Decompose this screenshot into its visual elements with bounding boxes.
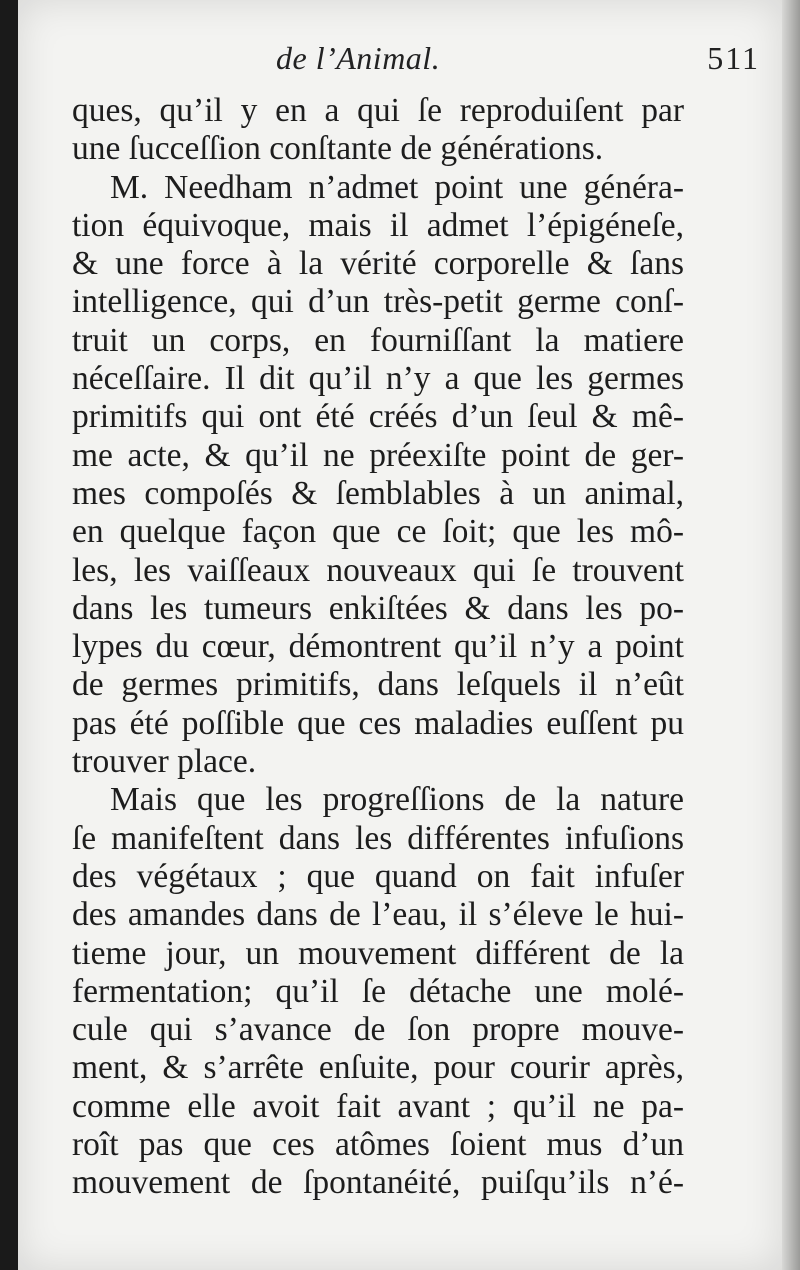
page-number: 511 (707, 40, 760, 76)
text-line: des végétaux ; que quand on fait infuſer (72, 857, 684, 895)
page-header (276, 40, 760, 96)
text-line: néceſſaire. Il dit qu’il n’y a que les germes (72, 360, 684, 398)
text-line: mes compoſés & ſemblables à un animal, (72, 474, 684, 512)
text-line: & une force à la vérité corporelle & ſans (72, 245, 684, 283)
text-line: ſe manifeſtent dans les différentes infuſions (72, 819, 684, 857)
text-line: trouver place. (72, 743, 257, 781)
text-line: tieme jour, un mouvement différent de la (72, 934, 684, 972)
book-page (18, 0, 782, 1270)
text-line: lypes du cœur, démontrent qu’il n’y a point (72, 628, 684, 666)
text-line: ment, & s’arrête enſuite, pour courir après, (72, 1049, 684, 1087)
page-edge (782, 0, 800, 1270)
text-line: cule qui s’avance de ſon propre mouve- (72, 1011, 684, 1049)
text-line: dans les tumeurs enkiſtées & dans les po- (72, 589, 684, 627)
text-line: truit un corps, en fourniſſant la matiere (72, 321, 684, 359)
text-line: me acte, & qu’il ne préexiſte point de ger- (72, 436, 684, 474)
text-line: M. Needham n’admet point une généra- (110, 168, 684, 206)
text-line: une ſucceſſion conſtante de générations. (72, 130, 604, 168)
text-line: comme elle avoit fait avant ; qu’il ne pa- (72, 1087, 684, 1125)
text-line: primitifs qui ont été créés d’un ſeul & mê- (72, 398, 684, 436)
text-line: fermentation; qu’il ſe détache une molé- (72, 972, 684, 1010)
text-line: Mais que les progreſſions de la nature (110, 781, 684, 819)
text-line: des amandes dans de l’eau, il s’éleve le hui- (72, 896, 684, 934)
text-line: intelligence, qui d’un très-petit germe conſ- (72, 283, 684, 321)
text-line: ques, qu’il y en a qui ſe reproduiſent par (72, 92, 684, 129)
text-line: les, les vaiſſeaux nouveaux qui ſe trouvent (72, 551, 684, 589)
text-line: de germes primitifs, dans leſquels il n’eût (72, 666, 684, 704)
text-line: pas été poſſible que ces maladies euſſent pu (72, 704, 684, 742)
running-title: de l’Animal. (276, 40, 441, 76)
text-line: roît pas que ces atômes ſoient mus d’un (72, 1126, 684, 1164)
text-line: tion équivoque, mais il admet l’épigéneſe, (72, 206, 684, 244)
text-line: mouvement de ſpontanéité, puiſqu’ils n’é- (72, 1164, 684, 1202)
text-line: en quelque façon que ce ſoit; que les mô- (72, 513, 684, 551)
body-text (72, 92, 684, 1203)
